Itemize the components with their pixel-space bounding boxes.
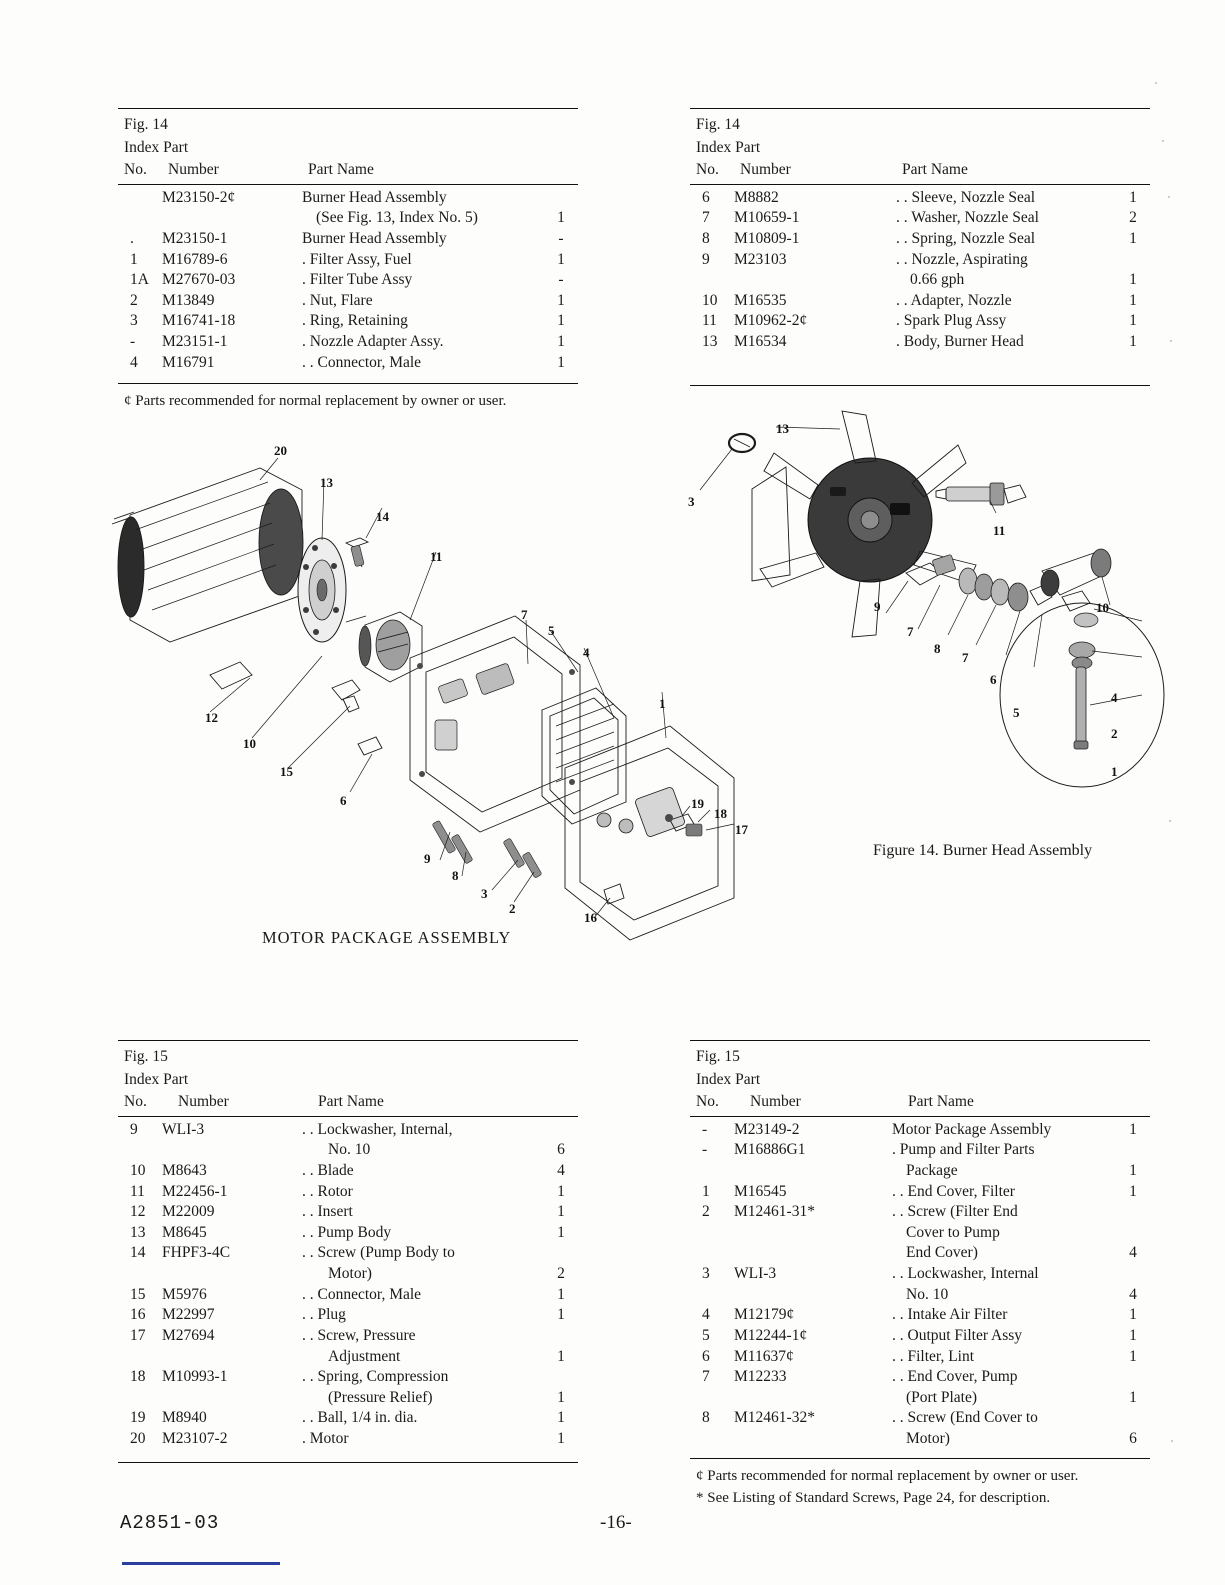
cell-part-name: . . Output Filter Assy bbox=[892, 1326, 1023, 1344]
cell-part-number: WLI-3 bbox=[734, 1265, 777, 1283]
table-row bbox=[690, 291, 1150, 312]
cell-index-no: - bbox=[130, 333, 136, 351]
cell-part-name: . . Sleeve, Nozzle Seal bbox=[896, 188, 1036, 206]
callout-bh-3: 3 bbox=[688, 494, 695, 509]
cell-qty: 1 bbox=[557, 1306, 565, 1324]
cell-part-name: . . Ball, 1/4 in. dia. bbox=[302, 1409, 418, 1427]
cell-index-no: - bbox=[702, 1141, 708, 1159]
cell-qty: 1 bbox=[1129, 271, 1137, 289]
table-row bbox=[690, 1367, 1150, 1388]
callout-17: 17 bbox=[735, 822, 748, 837]
cell-index-no: 5 bbox=[702, 1326, 710, 1344]
cell-part-number: M16791 bbox=[162, 353, 215, 371]
cell-index-no: 8 bbox=[702, 230, 710, 248]
cell-part-name: . . Washer, Nozzle Seal bbox=[896, 209, 1039, 227]
col-header-number: Number bbox=[168, 161, 219, 179]
cell-part-number: M10993-1 bbox=[162, 1368, 228, 1386]
cell-part-number: M23103 bbox=[734, 250, 787, 268]
cell-part-number: M22009 bbox=[162, 1203, 215, 1221]
cell-index-no: 4 bbox=[702, 1306, 710, 1324]
cell-part-name: Burner Head Assembly bbox=[302, 188, 447, 206]
parts-table-fig15-right bbox=[690, 1040, 1150, 1508]
table-row bbox=[118, 229, 578, 250]
col-header-part-name: Part Name bbox=[318, 1093, 384, 1111]
cell-part-name: . Motor bbox=[302, 1429, 349, 1447]
table-row bbox=[690, 1243, 1150, 1264]
cell-part-name: Burner Head Assembly bbox=[302, 230, 447, 248]
table-row bbox=[118, 1347, 578, 1368]
col-header-no: No. bbox=[124, 161, 147, 179]
cell-part-number: FHPF3-4C bbox=[162, 1244, 231, 1262]
table-row bbox=[118, 332, 578, 353]
cell-qty: 1 bbox=[557, 1285, 565, 1303]
cell-part-name: . . Nozzle, Aspirating bbox=[896, 250, 1028, 268]
table-row bbox=[118, 1223, 578, 1244]
motor-package-assembly-illustration bbox=[110, 420, 730, 930]
cell-index-no: 13 bbox=[702, 333, 718, 351]
cell-qty: 1 bbox=[557, 1409, 565, 1427]
col-header-no: No. bbox=[124, 1093, 147, 1111]
cell-index-no: 7 bbox=[702, 1368, 710, 1386]
table-body bbox=[118, 1117, 578, 1450]
table-index-part-label: Index Part bbox=[124, 1070, 189, 1088]
cell-index-no: 13 bbox=[130, 1223, 146, 1241]
cell-index-no: 9 bbox=[130, 1120, 138, 1138]
document-code: A2851-03 bbox=[120, 1512, 220, 1534]
cell-qty: 1 bbox=[1129, 1347, 1137, 1365]
cell-part-number: M16789-6 bbox=[162, 250, 228, 268]
cell-part-number: M23150-1 bbox=[162, 230, 228, 248]
cell-part-number: M12244-1¢ bbox=[734, 1326, 808, 1344]
callout-bh-4: 4 bbox=[1111, 690, 1118, 705]
table-row bbox=[690, 1347, 1150, 1368]
table-row bbox=[690, 1285, 1150, 1306]
cell-part-name: . . Screw (End Cover to bbox=[892, 1409, 1038, 1427]
col-header-part-name: Part Name bbox=[308, 161, 374, 179]
cell-part-number: M16886G1 bbox=[734, 1141, 806, 1159]
table-row bbox=[118, 1161, 578, 1182]
cell-qty: 2 bbox=[557, 1265, 565, 1283]
cell-index-no: . bbox=[130, 230, 134, 248]
table-row bbox=[690, 229, 1150, 250]
cell-qty: 1 bbox=[557, 1388, 565, 1406]
table-row bbox=[690, 270, 1150, 291]
cell-part-name: . . Rotor bbox=[302, 1182, 353, 1200]
callout-bh-5: 5 bbox=[1013, 705, 1020, 720]
cell-qty: 1 bbox=[1129, 1162, 1137, 1180]
callout-bh-11: 11 bbox=[993, 523, 1006, 538]
cell-part-number: M8882 bbox=[734, 188, 779, 206]
blue-underline-mark bbox=[122, 1562, 280, 1565]
table-column-headers bbox=[118, 158, 578, 183]
table-row bbox=[118, 1140, 578, 1161]
col-header-no: No. bbox=[696, 161, 719, 179]
cell-part-name: . . Connector, Male bbox=[302, 1285, 422, 1303]
table-index-part-label: Index Part bbox=[696, 1070, 761, 1088]
table-row bbox=[690, 1140, 1150, 1161]
cell-index-no: 1 bbox=[702, 1182, 710, 1200]
table-column-headers bbox=[118, 1090, 578, 1115]
cell-part-name: . . Screw (Pump Body to bbox=[302, 1244, 455, 1262]
cell-index-no: 18 bbox=[130, 1368, 146, 1386]
cell-part-name: . . Filter, Lint bbox=[892, 1347, 975, 1365]
callout-bh-7b: 7 bbox=[962, 650, 969, 665]
table-row bbox=[690, 208, 1150, 229]
cell-part-name: . . Insert bbox=[302, 1203, 353, 1221]
table-row bbox=[118, 1285, 578, 1306]
cell-index-no: 19 bbox=[130, 1409, 146, 1427]
cell-part-name: . . Pump Body bbox=[302, 1223, 392, 1241]
cell-index-no: 16 bbox=[130, 1306, 146, 1324]
cell-qty: 1 bbox=[1129, 1182, 1137, 1200]
cell-part-name: . . End Cover, Filter bbox=[892, 1182, 1015, 1200]
table-figure-label: Fig. 15 bbox=[124, 1048, 168, 1065]
cell-qty: - bbox=[558, 271, 564, 289]
cell-part-number: M16534 bbox=[734, 333, 787, 351]
cell-part-name: Motor Package Assembly bbox=[892, 1120, 1052, 1138]
parts-table-fig14-left bbox=[118, 108, 578, 412]
cell-qty: 1 bbox=[557, 353, 565, 371]
cell-index-no: 4 bbox=[130, 353, 138, 371]
cell-qty: 1 bbox=[1129, 291, 1137, 309]
callout-bh-1: 1 bbox=[1111, 764, 1118, 779]
cell-index-no: 3 bbox=[702, 1265, 710, 1283]
table-row bbox=[690, 1264, 1150, 1285]
cell-part-number: M22997 bbox=[162, 1306, 215, 1324]
callout-bh-8: 8 bbox=[934, 641, 941, 656]
table-row bbox=[118, 1408, 578, 1429]
callout-20: 20 bbox=[274, 443, 287, 458]
cell-part-number: M16545 bbox=[734, 1182, 787, 1200]
callout-1: 1 bbox=[659, 696, 666, 711]
table-row bbox=[118, 1120, 578, 1141]
callout-bh-9: 9 bbox=[874, 599, 881, 614]
cell-index-no: 15 bbox=[130, 1285, 146, 1303]
cell-part-number: M23151-1 bbox=[162, 333, 228, 351]
callout-bh-13: 13 bbox=[776, 421, 789, 436]
cell-part-number: M10659-1 bbox=[734, 209, 800, 227]
cell-part-number: M8940 bbox=[162, 1409, 207, 1427]
cell-index-no: 2 bbox=[702, 1203, 710, 1221]
cell-part-number: M12461-31* bbox=[734, 1203, 815, 1221]
table-row bbox=[690, 311, 1150, 332]
cell-qty: 1 bbox=[1129, 333, 1137, 351]
cell-qty: 1 bbox=[557, 209, 565, 227]
cell-part-name: . Filter Tube Assy bbox=[302, 271, 413, 289]
cell-qty: 1 bbox=[557, 291, 565, 309]
cell-part-number: M10962-2¢ bbox=[734, 312, 808, 330]
cell-part-number: M23149-2 bbox=[734, 1120, 800, 1138]
cell-qty: 1 bbox=[1129, 1120, 1137, 1138]
table-row bbox=[118, 1243, 578, 1264]
cell-part-name: . . Blade bbox=[302, 1162, 354, 1180]
cell-qty: 4 bbox=[1129, 1244, 1137, 1262]
table-row bbox=[690, 1120, 1150, 1141]
cell-part-name: Motor) bbox=[328, 1265, 372, 1283]
page-number: -16- bbox=[600, 1512, 632, 1533]
cell-qty: 1 bbox=[557, 333, 565, 351]
cell-index-no: 14 bbox=[130, 1244, 146, 1262]
cell-index-no: 3 bbox=[130, 312, 138, 330]
col-header-number: Number bbox=[750, 1093, 801, 1111]
cell-qty: 1 bbox=[557, 1347, 565, 1365]
table-row bbox=[118, 1202, 578, 1223]
col-header-no: No. bbox=[696, 1093, 719, 1111]
callout-7: 7 bbox=[521, 607, 528, 622]
cell-part-name: Motor) bbox=[906, 1429, 950, 1447]
cell-qty: 1 bbox=[557, 1429, 565, 1447]
cell-part-number: M22456-1 bbox=[162, 1182, 228, 1200]
table-figure-label: Fig. 14 bbox=[696, 116, 740, 133]
table-row bbox=[690, 1408, 1150, 1429]
callout-19: 19 bbox=[691, 796, 704, 811]
cell-index-no: 20 bbox=[130, 1429, 146, 1447]
cell-part-number: M16535 bbox=[734, 291, 787, 309]
cell-part-name: End Cover) bbox=[906, 1244, 978, 1262]
cell-part-name: . Pump and Filter Parts bbox=[892, 1141, 1035, 1159]
parts-table-fig15-left bbox=[118, 1040, 578, 1463]
table-row bbox=[690, 1429, 1150, 1450]
callout-16: 16 bbox=[584, 910, 597, 925]
cell-qty: 1 bbox=[1129, 1388, 1137, 1406]
table-row bbox=[118, 1367, 578, 1388]
cell-part-number: M27670-03 bbox=[162, 271, 236, 289]
cell-part-name: . . Lockwasher, Internal bbox=[892, 1265, 1039, 1283]
col-header-number: Number bbox=[740, 161, 791, 179]
cell-part-name: . . Spring, Nozzle Seal bbox=[896, 230, 1036, 248]
cell-index-no: 6 bbox=[702, 1347, 710, 1365]
parts-table-fig14-right bbox=[690, 108, 1150, 386]
cell-part-name: (Pressure Relief) bbox=[328, 1388, 433, 1406]
figure-14-caption: Figure 14. Burner Head Assembly bbox=[873, 842, 1093, 859]
cell-part-name: . . Adapter, Nozzle bbox=[896, 291, 1012, 309]
table-row bbox=[118, 1326, 578, 1347]
callout-13: 13 bbox=[320, 475, 333, 490]
table-column-headers bbox=[690, 1090, 1150, 1115]
cell-index-no: 10 bbox=[702, 291, 718, 309]
callout-3: 3 bbox=[481, 886, 488, 901]
cell-part-name: 0.66 gph bbox=[910, 271, 965, 289]
cell-part-number: WLI-3 bbox=[162, 1120, 205, 1138]
table-row bbox=[118, 353, 578, 374]
table-row bbox=[118, 270, 578, 291]
table-row bbox=[690, 1388, 1150, 1409]
callout-9: 9 bbox=[424, 851, 431, 866]
cell-part-number: M13849 bbox=[162, 291, 215, 309]
callout-18: 18 bbox=[714, 806, 727, 821]
table-row bbox=[690, 1223, 1150, 1244]
cell-part-name: (Port Plate) bbox=[906, 1388, 978, 1406]
cell-qty: 1 bbox=[1129, 312, 1137, 330]
table-row bbox=[118, 1388, 578, 1409]
cell-index-no: 9 bbox=[702, 250, 710, 268]
cell-qty: 1 bbox=[557, 250, 565, 268]
cell-part-number: M16741-18 bbox=[162, 312, 236, 330]
cell-index-no: 11 bbox=[130, 1182, 145, 1200]
callout-10: 10 bbox=[243, 736, 256, 751]
cell-qty: 2 bbox=[1129, 209, 1137, 227]
cell-index-no: 1A bbox=[130, 271, 149, 289]
cell-index-no: 8 bbox=[702, 1409, 710, 1427]
cell-part-number: M27694 bbox=[162, 1326, 215, 1344]
cell-index-no: 11 bbox=[702, 312, 717, 330]
cell-part-number: M23107-2 bbox=[162, 1429, 228, 1447]
cell-part-number: M12461-32* bbox=[734, 1409, 815, 1427]
cell-part-name: . Ring, Retaining bbox=[302, 312, 408, 330]
col-header-number: Number bbox=[178, 1093, 229, 1111]
cell-index-no: - bbox=[702, 1120, 708, 1138]
table-row bbox=[118, 291, 578, 312]
callout-8: 8 bbox=[452, 868, 459, 883]
cell-part-number: M12179¢ bbox=[734, 1306, 795, 1324]
table-figure-label: Fig. 14 bbox=[124, 116, 168, 133]
table-row bbox=[118, 311, 578, 332]
table-row bbox=[690, 250, 1150, 271]
table-index-part-label: Index Part bbox=[124, 138, 189, 156]
cell-index-no: 17 bbox=[130, 1326, 146, 1344]
cell-qty: 6 bbox=[1129, 1429, 1137, 1447]
table-row bbox=[690, 1326, 1150, 1347]
cell-qty: - bbox=[558, 230, 564, 248]
cell-part-name: Adjustment bbox=[328, 1347, 401, 1365]
col-header-part-name: Part Name bbox=[908, 1093, 974, 1111]
callout-2: 2 bbox=[509, 901, 516, 916]
cell-qty: 1 bbox=[557, 1203, 565, 1221]
cell-qty: 4 bbox=[557, 1162, 565, 1180]
cell-part-name: . Filter Assy, Fuel bbox=[302, 250, 412, 268]
cell-qty: 4 bbox=[1129, 1285, 1137, 1303]
callout-5: 5 bbox=[548, 623, 555, 638]
cell-index-no: 6 bbox=[702, 188, 710, 206]
callout-bh-2: 2 bbox=[1111, 726, 1118, 741]
cell-qty: 1 bbox=[1129, 230, 1137, 248]
cell-part-name: . . Plug bbox=[302, 1306, 346, 1324]
table-row bbox=[118, 250, 578, 271]
table-row bbox=[118, 1264, 578, 1285]
table-footnote: ¢ Parts recommended for normal replacement by owner or user. bbox=[696, 1467, 1079, 1484]
cell-part-name: . . Connector, Male bbox=[302, 353, 422, 371]
table-body bbox=[118, 185, 578, 373]
cell-part-name: . . Intake Air Filter bbox=[892, 1306, 1008, 1324]
col-header-part-name: Part Name bbox=[902, 161, 968, 179]
cell-part-number: M10809-1 bbox=[734, 230, 800, 248]
cell-part-number: M12233 bbox=[734, 1368, 787, 1386]
cell-index-no: 7 bbox=[702, 209, 710, 227]
table-row bbox=[690, 1202, 1150, 1223]
cell-qty: 6 bbox=[557, 1141, 565, 1159]
cell-part-name: (See Fig. 13, Index No. 5) bbox=[316, 209, 478, 227]
cell-qty: 1 bbox=[1129, 1306, 1137, 1324]
cell-part-name: No. 10 bbox=[328, 1141, 371, 1159]
table-row bbox=[118, 208, 578, 229]
callout-bh-10: 10 bbox=[1096, 600, 1109, 615]
callout-12: 12 bbox=[205, 710, 218, 725]
table-bottom-rule bbox=[690, 385, 1150, 386]
cell-part-name: . . Screw, Pressure bbox=[302, 1326, 416, 1344]
callout-bh-6: 6 bbox=[990, 672, 997, 687]
cell-part-number: M11637¢ bbox=[734, 1347, 794, 1365]
cell-part-number: M8643 bbox=[162, 1162, 207, 1180]
cell-part-name: . . Lockwasher, Internal, bbox=[302, 1120, 453, 1138]
table-body bbox=[690, 1117, 1150, 1450]
cell-qty: 1 bbox=[557, 1182, 565, 1200]
cell-part-name: . Body, Burner Head bbox=[896, 333, 1024, 351]
table-row bbox=[690, 1161, 1150, 1182]
callout-14: 14 bbox=[376, 509, 389, 524]
cell-part-name: . . Screw (Filter End bbox=[892, 1203, 1018, 1221]
callout-6: 6 bbox=[340, 793, 347, 808]
table-row bbox=[690, 332, 1150, 353]
table-footnote-screws: * See Listing of Standard Screws, Page 24, for description. bbox=[696, 1489, 1051, 1506]
cell-part-name: . . End Cover, Pump bbox=[892, 1368, 1018, 1386]
table-row bbox=[118, 1305, 578, 1326]
cell-part-name: Cover to Pump bbox=[906, 1223, 1000, 1241]
table-figure-label: Fig. 15 bbox=[696, 1048, 740, 1065]
cell-qty: 1 bbox=[1129, 1326, 1137, 1344]
table-column-headers bbox=[690, 158, 1150, 183]
callout-4: 4 bbox=[583, 645, 590, 660]
cell-part-number: M23150-2¢ bbox=[162, 188, 236, 206]
cell-qty: 1 bbox=[557, 312, 565, 330]
cell-part-name: Package bbox=[906, 1162, 958, 1180]
cell-qty: 1 bbox=[1129, 188, 1137, 206]
burner-head-assembly-illustration bbox=[690, 405, 1160, 825]
cell-part-name: . Nut, Flare bbox=[302, 291, 373, 309]
table-index-part-label: Index Part bbox=[696, 138, 761, 156]
cell-part-name: . Nozzle Adapter Assy. bbox=[302, 333, 444, 351]
callout-15: 15 bbox=[280, 764, 293, 779]
table-row bbox=[118, 188, 578, 209]
cell-index-no: 2 bbox=[130, 291, 138, 309]
cell-part-number: M8645 bbox=[162, 1223, 207, 1241]
cell-qty: 1 bbox=[557, 1223, 565, 1241]
table-row bbox=[118, 1429, 578, 1450]
table-bottom-rule bbox=[118, 1462, 578, 1463]
cell-part-name: . . Spring, Compression bbox=[302, 1368, 449, 1386]
table-row bbox=[690, 188, 1150, 209]
table-body bbox=[690, 185, 1150, 353]
cell-index-no: 12 bbox=[130, 1203, 146, 1221]
table-row bbox=[690, 1305, 1150, 1326]
callout-11: 11 bbox=[430, 549, 443, 564]
cell-part-name: No. 10 bbox=[906, 1285, 949, 1303]
motor-package-title: MOTOR PACKAGE ASSEMBLY bbox=[262, 928, 512, 947]
callout-bh-7a: 7 bbox=[907, 624, 914, 639]
table-footnote: ¢ Parts recommended for normal replacement by owner or user. bbox=[124, 393, 507, 410]
cell-index-no: 10 bbox=[130, 1162, 146, 1180]
cell-part-number: M5976 bbox=[162, 1285, 207, 1303]
table-row bbox=[690, 1182, 1150, 1203]
table-row bbox=[118, 1182, 578, 1203]
cell-part-name: . Spark Plug Assy bbox=[896, 312, 1007, 330]
cell-index-no: 1 bbox=[130, 250, 138, 268]
